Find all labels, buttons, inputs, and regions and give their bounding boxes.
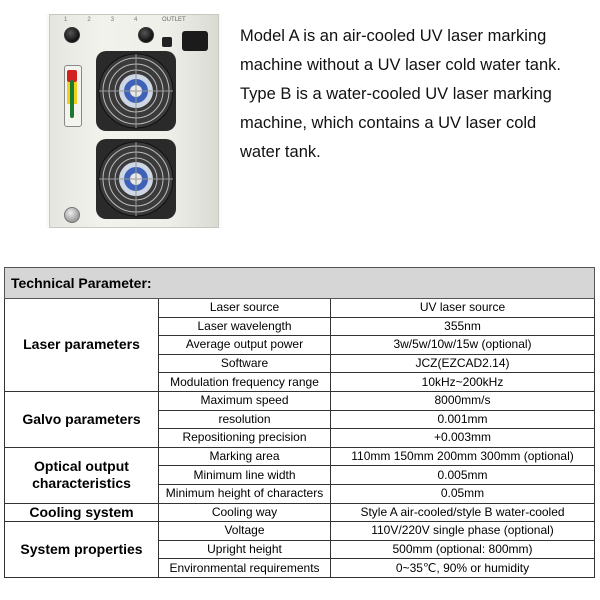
description-line: machine without a UV laser cold water tank. (240, 56, 561, 74)
power-socket-icon (182, 31, 208, 51)
panel-label: 4 (134, 17, 138, 23)
cooling-cabinet-photo (46, 14, 222, 228)
table-row (5, 503, 595, 522)
description-line: Type B is a water-cooled UV laser marking (240, 85, 552, 103)
param-value: Style A air-cooled/style B water-cooled (331, 503, 595, 522)
group-label: Optical output characteristics (5, 447, 159, 503)
param-name: Cooling way (159, 503, 331, 522)
param-name: resolution (159, 410, 331, 429)
power-switch-icon (162, 37, 172, 47)
drain-valve-icon (64, 207, 80, 223)
param-name: Average output power (159, 336, 331, 355)
group-label: Cooling system (5, 503, 159, 522)
description-line: water tank. (240, 143, 321, 161)
cooling-fan-icon (96, 139, 176, 219)
description-line: machine, which contains a UV laser cold (240, 114, 537, 132)
param-value: 355nm (331, 317, 595, 336)
group-label: Galvo parameters (5, 391, 159, 447)
table-header-row (5, 268, 595, 299)
table-row (5, 447, 595, 466)
param-name: Modulation frequency range (159, 373, 331, 392)
cabinet-body (49, 14, 219, 228)
param-value: 0.001mm (331, 410, 595, 429)
socket-label: OUTLET (162, 17, 186, 23)
param-value: 110mm 150mm 200mm 300mm (optional) (331, 447, 595, 466)
param-value: 0~35℃, 90% or humidity (331, 559, 595, 578)
param-value: 0.05mm (331, 484, 595, 503)
param-value: UV laser source (331, 299, 595, 318)
param-name: Maximum speed (159, 391, 331, 410)
panel-label: 3 (110, 17, 115, 23)
param-name: Software (159, 354, 331, 373)
water-level-gauge (64, 65, 82, 127)
param-value: 3w/5w/10w/15w (optional) (331, 336, 595, 355)
param-value: 110V/220V single phase (optional) (331, 522, 595, 541)
group-label: System properties (5, 522, 159, 578)
param-value: JCZ(EZCAD2.14) (331, 354, 595, 373)
param-value: 8000mm/s (331, 391, 595, 410)
table-row (5, 522, 595, 541)
cooling-fan-icon (96, 51, 176, 131)
param-name: Voltage (159, 522, 331, 541)
table-title: Technical Parameter: (5, 268, 595, 299)
param-name: Minimum line width (159, 466, 331, 485)
param-name: Repositioning precision (159, 429, 331, 448)
param-name: Minimum height of characters (159, 484, 331, 503)
param-value: 0.005mm (331, 466, 595, 485)
param-name: Environmental requirements (159, 559, 331, 578)
param-name: Laser source (159, 299, 331, 318)
panel-label: 2 (87, 17, 91, 23)
panel-labels (64, 17, 137, 23)
param-value: 10kHz~200kHz (331, 373, 595, 392)
technical-parameter-table (4, 267, 595, 578)
connector-knob (64, 27, 80, 43)
param-value: +0.003mm (331, 429, 595, 448)
param-name: Marking area (159, 447, 331, 466)
table-row (5, 299, 595, 318)
panel-label: 1 (64, 17, 68, 23)
param-value: 500mm (optional: 800mm) (331, 540, 595, 559)
param-name: Upright height (159, 540, 331, 559)
table-row (5, 391, 595, 410)
product-description (240, 22, 590, 167)
connector-knob (138, 27, 154, 43)
description-line: Model A is an air-cooled UV laser marking (240, 27, 547, 45)
group-label: Laser parameters (5, 299, 159, 392)
param-name: Laser wavelength (159, 317, 331, 336)
